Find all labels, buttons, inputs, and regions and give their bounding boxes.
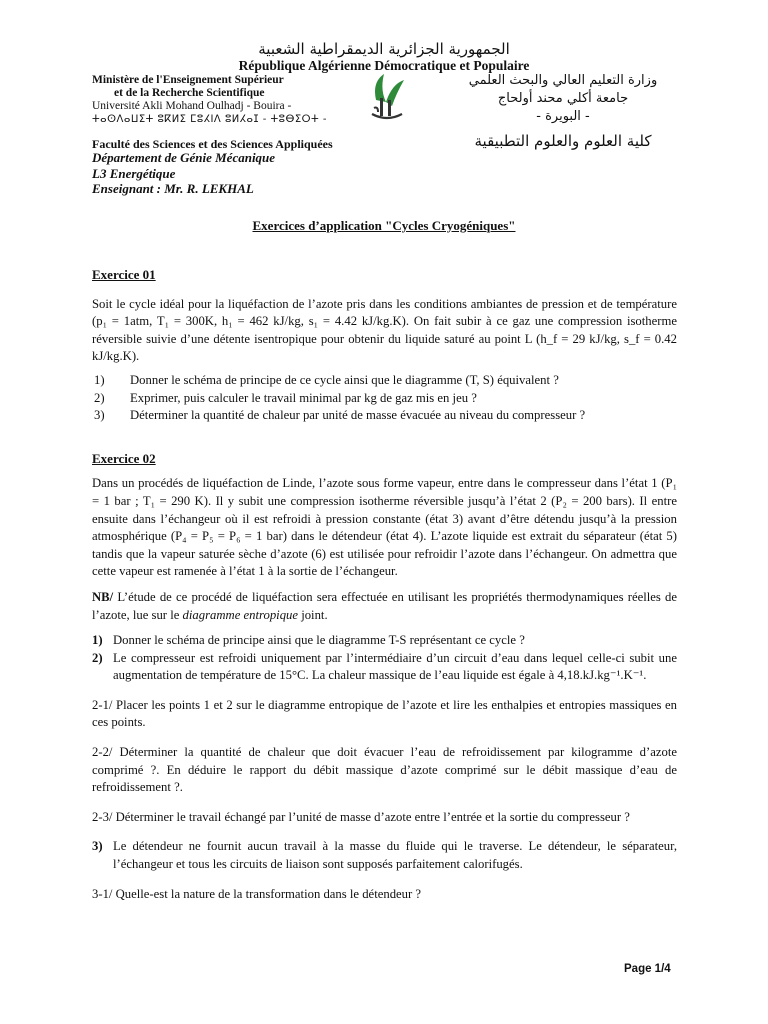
faculty-name-fr: Faculté des Sciences et des Sciences Appliquées [92, 137, 333, 151]
university-logo [362, 70, 412, 130]
nb-paragraph [92, 589, 677, 624]
item-number: 1) [92, 633, 103, 648]
exercise-1-heading: Exercice 01 [92, 267, 156, 282]
city-ar: - البويرة - [536, 109, 590, 124]
nb-label: NB/ [92, 589, 114, 604]
university-name-fr: Université Akli Mohand Oulhadj - Bouira - [92, 100, 292, 112]
exercise-1-intro: Soit le cycle idéal pour la liquéfaction de l’azote pris dans les conditions ambiantes de pression et de température (p₁ = 1atm, T₁ = 300K, h₁ = 462 kJ/kg, s₁ = 4.42 kJ/kg.K). On fait subir à ce gaz une compression isotherme réversible suivie d’une détente isentropique pour obtenir du liquide saturé au point L (h_f = 29 kJ/kg, s_f = 0.42 kJ/kg.K). [92, 296, 677, 364]
question-text: Exprimer, puis calculer le travail minimal par kg de gaz mis en jeu ? [130, 390, 477, 405]
question-number: 3) [94, 408, 105, 423]
ministry-block-ar [458, 72, 668, 150]
question-2-3: 2-3/ Déterminer le travail échangé par l’unité de masse d’azote entre l’entrée et la sortie du compresseur ? [92, 809, 630, 824]
item-3 [92, 838, 677, 873]
question-2-1: 2-1/ Placer les points 1 et 2 sur le diagramme entropique de l’azote et lire les enthalpies et entropies massiques en ces points. [92, 697, 677, 730]
page-number: Page 1/4 [624, 963, 671, 975]
item-2 [92, 650, 677, 685]
item-text: Le compresseur est refroidi uniquement par l’intermédiaire d’un circuit d’eau dans lequel celle-ci subit une augmentation de température de 15°C. La chaleur massique de l’eau liquide est égale à 4,18.kJ.kg⁻¹.K⁻¹. [113, 650, 677, 683]
item-1 [92, 632, 677, 650]
university-name-tifinagh: ⵜⴰⵙⴷⴰⵡⵉⵜ ⵓⴽⵍⵉ ⵎⵓⵃⵏⴷ ⵓⵍⵃⴰⵊ - ⵜⵓⴱⵉⵔⵜ - [92, 114, 328, 125]
teacher: Enseignant : Mr. R. LEKHAL [92, 181, 254, 196]
ministry-ar: وزارة التعليم العالي والبحث العلمي [468, 73, 658, 88]
question-2-2: 2-2/ Déterminer la quantité de chaleur que doit évacuer l’eau de refroidissement par kilogramme d’azote comprimé ?. En déduire le rapport du débit massique d’azote comprimé sur le débit massique d’eau de refroidissement ?. [92, 745, 677, 795]
ministry-line-2: et de la Recherche Scientifique [114, 87, 265, 99]
university-ar: جامعة أكلي محند أولحاج [497, 91, 629, 106]
question-item [92, 390, 677, 408]
exercise-2-heading: Exercice 02 [92, 450, 156, 466]
nb-text: L’étude de ce procédé de liquéfaction sera effectuée en utilisant les propriétés thermodynamiques réelles de l’azote, lue sur le [92, 589, 677, 622]
nb-end: joint. [298, 607, 328, 622]
question-3-1: 3-1/ Quelle-est la nature de la transformation dans le détendeur ? [92, 886, 422, 901]
ministry-line-1: Ministère de l'Enseignement Supérieur [92, 74, 284, 86]
faculty-ar: كلية العلوم والعلوم التطبيقية [474, 132, 652, 150]
republic-title: République Algérienne Démocratique et Populaire [238, 58, 530, 73]
question-number: 2) [94, 390, 105, 405]
department-name: Département de Génie Mécanique [92, 150, 276, 165]
question-text: Déterminer la quantité de chaleur par unité de masse évacuée au niveau du compresseur ? [130, 408, 586, 423]
question-number: 1) [94, 372, 105, 387]
item-number: 3) [92, 839, 103, 854]
exercises-content [92, 266, 677, 903]
nb-italic: diagramme entropique [182, 607, 299, 622]
exercise-2-intro: Dans un procédés de liquéfaction de Linde, l’azote sous forme vapeur, entre dans le compresseur dans l’état 1 (P₁ = 1 bar ; T₁ = 290 K). Il y subit une compression isotherme réversible jusqu’à l’état 2 (P₂ = 200 bars). Il entre ensuite dans l’échangeur où il est refroidi à pression constante (état 3) avant d’être détendu jusqu’à la pression atmosphérique (P₄ = P₅ = P₆ = 1 bar) dans le détendeur (état 4). L’azote liquide est extrait du séparateur (état 5) tandis que la vapeur saturée sèche d’azote (6) est utilisée pour refroidir l’azote dans l’échangeur. On admettra que cette vapeur est ramenée à l’état 1 à la sortie de l’échangeur. [92, 476, 677, 579]
document-title: Exercices d’application "Cycles Cryogéniques" [252, 218, 516, 233]
question-item [92, 407, 677, 425]
item-number: 2) [92, 650, 103, 665]
arabic-republic-title: الجمهورية الجزائرية الديمقراطية الشعبية [258, 40, 510, 58]
exercise-1-questions [92, 372, 677, 425]
level: L3 Energétique [92, 165, 176, 181]
question-text: Donner le schéma de principe de ce cycle ainsi que le diagramme (T, S) équivalent ? [130, 372, 559, 387]
department-block [92, 150, 275, 197]
item-text: Donner le schéma de principe ainsi que le diagramme T-S représentant ce cycle ? [113, 633, 525, 648]
ministry-block-fr [92, 74, 352, 151]
item-text: Le détendeur ne fournit aucun travail à la masse du fluide qui le traverse. Le détendeur, le séparateur, l’échangeur et tous les circuits de liaison sont supposés parfaitement calorifugés. [113, 839, 677, 872]
question-item [92, 372, 677, 390]
